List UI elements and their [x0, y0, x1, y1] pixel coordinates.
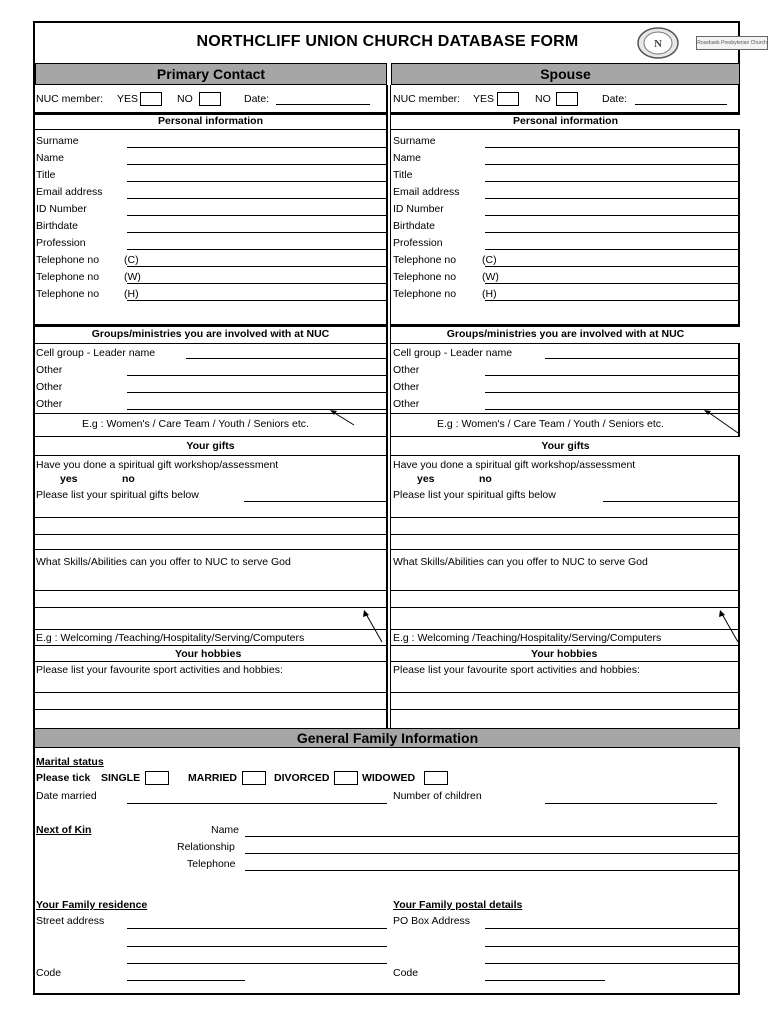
pobox-field[interactable]	[485, 946, 740, 947]
title-field[interactable]	[127, 181, 386, 182]
stamp-label: Rosebank Presbyterian Church	[696, 36, 768, 50]
spouse-member-date-field[interactable]	[635, 104, 727, 105]
groups-example: E.g : Women's / Care Team / Youth / Seniors etc.	[82, 418, 309, 430]
id-number-field[interactable]	[127, 215, 386, 216]
spouse-cell-leader-field[interactable]	[545, 358, 740, 359]
gifts-heading: Your gifts	[35, 436, 386, 456]
spouse-hobbies-heading: Your hobbies	[531, 648, 598, 660]
married-checkbox[interactable]	[242, 771, 266, 785]
hobbies-heading: Your hobbies	[175, 648, 242, 660]
spouse-title-field[interactable]	[485, 181, 740, 182]
spouse-id-number-field[interactable]	[485, 215, 740, 216]
next-of-kin-label: Next of Kin	[36, 824, 92, 836]
pobox-field[interactable]	[485, 963, 740, 964]
family-section-header: General Family Information	[35, 728, 740, 748]
primary-contact-header: Primary Contact	[35, 63, 387, 85]
phone-home-field[interactable]	[127, 300, 386, 301]
arrow-icon	[704, 409, 740, 435]
spouse-phone-work-field[interactable]	[485, 283, 740, 284]
cell-leader-field[interactable]	[186, 358, 386, 359]
postal-code-field[interactable]	[485, 980, 605, 981]
gifts-field[interactable]	[244, 501, 386, 502]
spouse-other-group-field[interactable]	[485, 409, 740, 410]
residence-label: Your Family residence	[36, 899, 148, 911]
surname-field[interactable]	[127, 147, 386, 148]
kin-name-field[interactable]	[245, 836, 740, 837]
street-address-field[interactable]	[127, 928, 387, 929]
arrow-icon	[718, 610, 740, 644]
pobox-field[interactable]	[485, 928, 740, 929]
kin-relationship-field[interactable]	[245, 853, 740, 854]
other-group-field[interactable]	[127, 375, 386, 376]
skills-example: E.g : Welcoming /Teaching/Hospitality/Serving/Computers	[36, 632, 305, 644]
spouse-birthdate-field[interactable]	[485, 232, 740, 233]
spouse-surname-field[interactable]	[485, 147, 740, 148]
street-address-field[interactable]	[127, 963, 387, 964]
spouse-header: Spouse	[391, 63, 740, 85]
email-field[interactable]	[127, 198, 386, 199]
widowed-checkbox[interactable]	[424, 771, 448, 785]
form-title: NORTHCLIFF UNION CHURCH DATABASE FORM	[196, 33, 579, 50]
profession-field[interactable]	[127, 249, 386, 250]
svg-text:N: N	[654, 38, 662, 50]
name-field[interactable]	[127, 164, 386, 165]
member-no-checkbox[interactable]	[199, 92, 221, 106]
spouse-phone-cell-field[interactable]	[485, 266, 740, 267]
phone-work-field[interactable]	[127, 283, 386, 284]
divorced-checkbox[interactable]	[334, 771, 358, 785]
spouse-phone-home-field[interactable]	[485, 300, 740, 301]
spouse-email-field[interactable]	[485, 198, 740, 199]
street-address-field[interactable]	[127, 946, 387, 947]
spouse-groups-heading: Groups/ministries you are involved with at NUC	[391, 324, 740, 344]
kin-telephone-field[interactable]	[245, 870, 740, 871]
single-checkbox[interactable]	[145, 771, 169, 785]
arrow-icon	[330, 409, 356, 429]
num-children-field[interactable]	[545, 803, 717, 804]
spouse-personal-info-heading: Personal information	[391, 112, 740, 130]
church-logo-icon	[636, 26, 680, 60]
spouse-member-yes-checkbox[interactable]	[497, 92, 519, 106]
marital-status-label: Marital status	[36, 756, 104, 768]
spouse-gifts-heading: Your gifts	[391, 436, 740, 456]
other-group-field[interactable]	[127, 392, 386, 393]
personal-info-heading: Personal information	[35, 112, 386, 130]
groups-heading: Groups/ministries you are involved with at NUC	[35, 324, 386, 344]
spouse-skills-example: E.g : Welcoming /Teaching/Hospitality/Serving/Computers	[393, 632, 662, 644]
arrow-icon	[362, 610, 386, 644]
spouse-profession-field[interactable]	[485, 249, 740, 250]
member-yes-checkbox[interactable]	[140, 92, 162, 106]
street-code-field[interactable]	[127, 980, 245, 981]
spouse-gifts-field[interactable]	[603, 501, 740, 502]
spouse-name-field[interactable]	[485, 164, 740, 165]
spouse-other-group-field[interactable]	[485, 392, 740, 393]
member-date-field[interactable]	[276, 104, 370, 105]
date-married-field[interactable]	[127, 803, 387, 804]
phone-cell-field[interactable]	[127, 266, 386, 267]
spouse-groups-example: E.g : Women's / Care Team / Youth / Seniors etc.	[437, 418, 664, 430]
postal-label: Your Family postal details	[393, 899, 523, 911]
column-divider	[386, 85, 388, 728]
spouse-member-no-checkbox[interactable]	[556, 92, 578, 106]
spouse-other-group-field[interactable]	[485, 375, 740, 376]
birthdate-field[interactable]	[127, 232, 386, 233]
